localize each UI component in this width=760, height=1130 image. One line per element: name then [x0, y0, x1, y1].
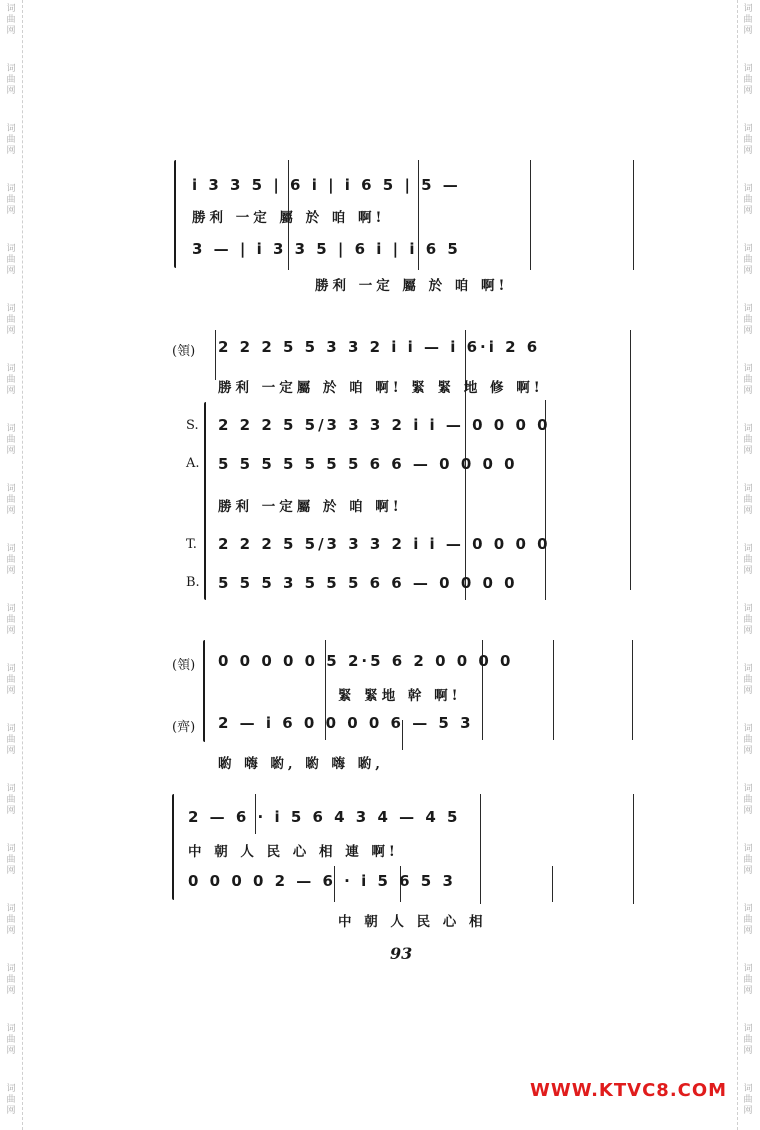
lyric-row: 中 朝 人 民 心 相 — [338, 914, 487, 930]
part-label: B. — [186, 575, 200, 590]
watermark-stamp: 词 曲 网 — [6, 424, 16, 456]
watermark-stamp: 词 曲 网 — [6, 64, 16, 96]
system-brace — [204, 402, 206, 600]
watermark-stamp: 词 曲 网 — [6, 484, 16, 516]
watermark-stamp: 词 曲 网 — [743, 4, 753, 36]
watermark-stamp: 词 曲 网 — [6, 1084, 16, 1116]
watermark-stamp: 词 曲 网 — [743, 724, 753, 756]
part-label: (領) — [172, 658, 196, 673]
watermark-stamp: 词 曲 网 — [743, 544, 753, 576]
watermark-stamp: 词 曲 网 — [743, 1084, 753, 1116]
watermark-stamp: 词 曲 网 — [743, 424, 753, 456]
watermark-stamp: 词 曲 网 — [6, 844, 16, 876]
barline — [480, 794, 481, 904]
watermark-stamp: 词 曲 网 — [743, 964, 753, 996]
system-brace — [172, 794, 174, 900]
watermark-stamp: 词 曲 网 — [6, 124, 16, 156]
barline — [633, 794, 634, 904]
watermark-stamp: 词 曲 网 — [743, 664, 753, 696]
lyric-row: 勝利 一定屬 於 咱 啊! — [218, 499, 403, 515]
watermark-stamp: 词 曲 网 — [6, 1024, 16, 1056]
part-label: S. — [186, 418, 199, 433]
watermark-stamp: 词 曲 网 — [6, 304, 16, 336]
melody-row: 2 — 6 · i 5 6 4 3 4 — 4 5 — [188, 808, 461, 826]
watermark-stamp: 词 曲 网 — [743, 784, 753, 816]
watermark-stamp: 词 曲 网 — [743, 904, 753, 936]
melody-row: 2 — i 6 0 0 0 0 6 — 5 3 — [218, 714, 474, 732]
melody-row: 0 0 0 0 2 — 6 · i 5 6 5 3 — [188, 872, 456, 890]
lyric-row: 喲 嗨 喲, 喲 嗨 喲, — [218, 756, 384, 772]
part-label: A. — [186, 456, 200, 471]
melody-row: 2 2 2 5 5/3 3 3 2 i i — 0 0 0 0 — [218, 416, 551, 434]
system-brace — [174, 160, 176, 268]
watermark-stamp: 词 曲 网 — [743, 184, 753, 216]
melody-row: 2 2 2 5 5/3 3 3 2 i i — 0 0 0 0 — [218, 535, 551, 553]
melody-row: 3 — | i 3 3 5 | 6 i | i 6 5 — [192, 240, 461, 258]
watermark-stamp: 词 曲 网 — [743, 1024, 753, 1056]
melody-row: 5 5 5 3 5 5 5 6 6 — 0 0 0 0 — [218, 574, 518, 592]
barline — [630, 330, 631, 590]
watermark-stamp: 词 曲 网 — [6, 184, 16, 216]
watermark-stamp: 词 曲 网 — [6, 544, 16, 576]
lyric-row: 勝利 一定 屬 於 咱 啊! — [315, 278, 509, 294]
barline — [553, 640, 554, 740]
lyric-row: 勝利 一定 屬 於 咱 啊! — [192, 210, 386, 226]
watermark-stamp: 词 曲 网 — [6, 604, 16, 636]
watermark-stamp: 词 曲 网 — [6, 664, 16, 696]
lyric-row: 勝利 一定屬 於 咱 啊! 緊 緊 地 修 啊! — [218, 380, 544, 396]
part-label: T. — [186, 537, 197, 552]
watermark-stamp: 词 曲 网 — [743, 304, 753, 336]
page-number: 93 — [390, 944, 413, 963]
system-brace — [203, 640, 205, 742]
watermark-stamp: 词 曲 网 — [6, 964, 16, 996]
watermark-stamp: 词 曲 网 — [743, 244, 753, 276]
watermark-stamp: 词 曲 网 — [743, 604, 753, 636]
watermark-stamp: 词 曲 网 — [6, 784, 16, 816]
melody-row: 5 5 5 5 5 5 5 6 6 — 0 0 0 0 — [218, 455, 518, 473]
watermark-stamp: 词 曲 网 — [6, 724, 16, 756]
part-label: (齊) — [172, 720, 196, 735]
barline — [530, 160, 531, 270]
watermark-stamp: 词 曲 网 — [6, 4, 16, 36]
watermark-stamp: 词 曲 网 — [743, 364, 753, 396]
site-url: WWW.KTVC8.COM — [530, 1080, 728, 1101]
lyric-row: 中 朝 人 民 心 相 連 啊! — [188, 844, 399, 860]
melody-row: 2 2 2 5 5 3 3 2 i i — i 6·i 2 6 — [218, 338, 541, 356]
melody-row: 0 0 0 0 0 5 2·5 6 2 0 0 0 0 — [218, 652, 514, 670]
barline — [215, 330, 216, 380]
barline — [632, 640, 633, 740]
barline — [552, 866, 553, 902]
watermark-stamp: 词 曲 网 — [6, 904, 16, 936]
watermark-stamp: 词 曲 网 — [743, 124, 753, 156]
melody-row: i 3 3 5 | 6 i | i 6 5 | 5 — — [192, 176, 461, 194]
watermark-stamp: 词 曲 网 — [743, 64, 753, 96]
watermark-stamp: 词 曲 网 — [743, 844, 753, 876]
watermark-stamp: 词 曲 网 — [6, 364, 16, 396]
lyric-row: 緊 緊地 幹 啊! — [338, 688, 462, 704]
watermark-stamp: 词 曲 网 — [6, 244, 16, 276]
part-label: (領) — [172, 344, 196, 359]
watermark-stamp: 词 曲 网 — [743, 484, 753, 516]
barline — [633, 160, 634, 270]
